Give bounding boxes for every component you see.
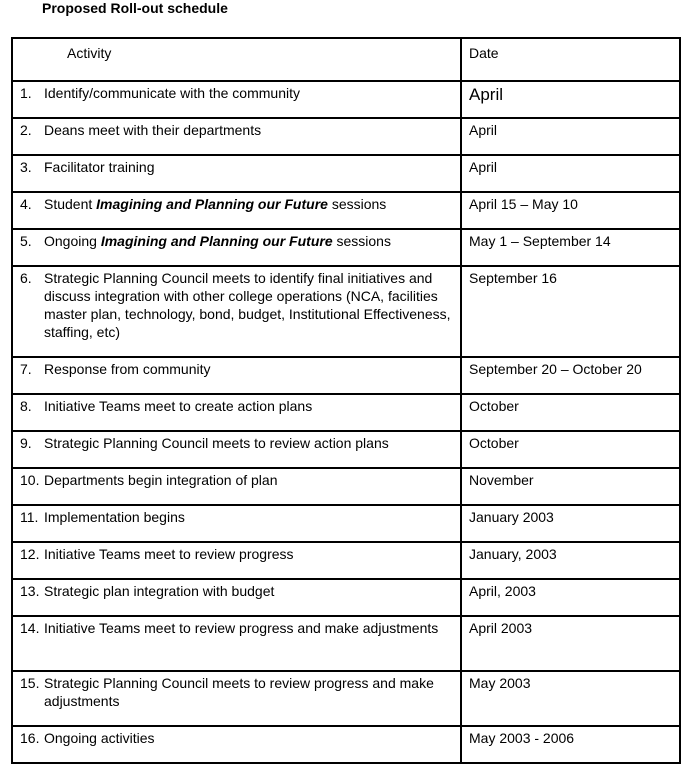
activity-cell [12, 81, 461, 118]
activity-text-main: Facilitator training [44, 159, 155, 175]
date-cell [461, 394, 680, 431]
table-row [12, 726, 680, 763]
activity-text-suffix: sessions [327, 196, 387, 212]
table-row [12, 266, 680, 357]
activity-text [44, 397, 456, 415]
activity-content [13, 358, 460, 378]
activity-cell [12, 394, 461, 431]
date-cell [461, 542, 680, 579]
activity-cell [12, 266, 461, 357]
item-number: 13. [20, 583, 40, 599]
activity-text-main: Ongoing [44, 233, 101, 249]
activity-text [44, 360, 456, 378]
item-number: 12. [20, 546, 40, 562]
date-text: January, 2003 [469, 546, 557, 562]
activity-cell [12, 616, 461, 671]
activity-content [13, 469, 460, 489]
item-number: 4. [20, 196, 32, 212]
activity-cell [12, 192, 461, 229]
table-row [12, 394, 680, 431]
date-text: April [469, 122, 498, 138]
item-number: 1. [20, 85, 32, 101]
activity-content [13, 156, 460, 176]
activity-text-main: Departments begin integration of plan [44, 472, 278, 488]
item-number: 16. [20, 730, 40, 746]
activity-content [13, 543, 460, 563]
activity-text [44, 545, 456, 563]
activity-content [13, 119, 460, 139]
table-row [12, 542, 680, 579]
table-row [12, 81, 680, 118]
item-number: 2. [20, 122, 32, 138]
date-cell [461, 229, 680, 266]
date-cell [461, 266, 680, 357]
activity-text [44, 508, 456, 526]
item-number: 6. [20, 270, 32, 286]
activity-cell [12, 229, 461, 266]
activity-cell [12, 468, 461, 505]
activity-content [13, 580, 460, 600]
activity-cell [12, 431, 461, 468]
activity-text [44, 729, 456, 747]
table-row [12, 431, 680, 468]
date-text: April 15 – May 10 [469, 196, 578, 212]
date-column-header [461, 38, 680, 81]
activity-text-emphasis: Imagining and Planning our Future [100, 233, 333, 249]
item-number: 8. [20, 398, 32, 414]
date-text: September 16 [469, 270, 557, 286]
activity-content [13, 727, 460, 747]
date-text: April [469, 85, 504, 104]
activity-text-main: Student [44, 196, 97, 212]
activity-cell [12, 155, 461, 192]
date-cell [461, 616, 680, 671]
date-text: September 20 – October 20 [469, 361, 642, 377]
activity-text [44, 619, 456, 637]
table-row [12, 671, 680, 726]
activity-content [13, 506, 460, 526]
activity-column-header [12, 38, 461, 81]
item-number: 3. [20, 159, 32, 175]
activity-cell [12, 357, 461, 394]
date-cell [461, 579, 680, 616]
table-row [12, 118, 680, 155]
activity-text-main: Deans meet with their departments [44, 122, 262, 138]
date-text: May 2003 - 2006 [469, 730, 575, 746]
activity-text [44, 232, 456, 250]
date-cell [461, 468, 680, 505]
activity-text-main: Strategic Planning Council meets to review progress and make adjustments [44, 675, 438, 709]
activity-text-main: Initiative Teams meet to review progress [44, 546, 294, 562]
activity-text [44, 158, 456, 176]
activity-content [13, 617, 460, 637]
activity-cell [12, 542, 461, 579]
date-text: October [469, 435, 519, 451]
activity-cell [12, 726, 461, 763]
activity-text-main: Ongoing activities [44, 730, 155, 746]
table-row [12, 192, 680, 229]
activity-cell [12, 671, 461, 726]
activity-content [13, 395, 460, 415]
activity-cell [12, 118, 461, 155]
document-title: Proposed Roll-out schedule [42, 0, 228, 16]
activity-content [13, 193, 460, 213]
activity-text-main: Strategic Planning Council meets to review action plans [44, 435, 389, 451]
activity-text-main: Strategic Planning Council meets to identify final initiatives and discuss integration with other college operations (NCA, facilities master plan, technology, bond, budget, Institutional Effectiveness, staffing, etc) [44, 270, 455, 340]
item-number: 14. [20, 620, 40, 636]
item-number: 7. [20, 361, 32, 377]
activity-content [13, 267, 460, 341]
activity-text-main: Initiative Teams meet to create action plans [44, 398, 313, 414]
activity-header-label: Activity [67, 45, 112, 61]
date-text: April [469, 159, 498, 175]
item-number: 15. [20, 675, 40, 691]
date-cell [461, 671, 680, 726]
activity-text-main: Response from community [44, 361, 211, 377]
table-row [12, 505, 680, 542]
table-row [12, 229, 680, 266]
date-text: May 2003 [469, 675, 531, 691]
table-row [12, 468, 680, 505]
activity-text [44, 471, 456, 489]
date-cell [461, 155, 680, 192]
table-row [12, 155, 680, 192]
table-row [12, 616, 680, 671]
date-text: April 2003 [469, 620, 533, 636]
activity-text [44, 674, 456, 710]
date-text: January 2003 [469, 509, 554, 525]
activity-text-emphasis: Imagining and Planning our Future [96, 196, 328, 212]
item-number: 11. [20, 509, 39, 525]
date-cell [461, 192, 680, 229]
activity-text [44, 84, 456, 102]
date-cell [461, 505, 680, 542]
activity-content [13, 230, 460, 250]
activity-cell [12, 579, 461, 616]
activity-text-main: Identify/communicate with the community [44, 85, 300, 101]
date-cell [461, 118, 680, 155]
activity-content [13, 672, 460, 710]
activity-text [44, 269, 456, 341]
date-text: October [469, 398, 519, 414]
activity-content [13, 82, 460, 102]
date-cell [461, 431, 680, 468]
date-text: April, 2003 [469, 583, 536, 599]
activity-text [44, 582, 456, 600]
rollout-schedule-table [11, 37, 681, 764]
activity-text [44, 121, 456, 139]
date-header-label: Date [469, 45, 499, 61]
activity-text-suffix: sessions [332, 233, 391, 249]
activity-text-main: Initiative Teams meet to review progress and make adjustments [44, 620, 439, 636]
table-row [12, 357, 680, 394]
table-header-row [12, 38, 680, 81]
date-text: May 1 – September 14 [469, 233, 611, 249]
date-text: November [469, 472, 534, 488]
item-number: 9. [20, 435, 32, 451]
activity-text [44, 195, 456, 213]
date-cell [461, 726, 680, 763]
activity-text-main: Implementation begins [44, 509, 185, 525]
item-number: 10. [20, 472, 40, 488]
item-number: 5. [20, 233, 32, 249]
date-cell [461, 81, 680, 118]
activity-text-main: Strategic plan integration with budget [44, 583, 275, 599]
table-row [12, 579, 680, 616]
activity-text [44, 434, 456, 452]
activity-cell [12, 505, 461, 542]
activity-content [13, 432, 460, 452]
date-cell [461, 357, 680, 394]
